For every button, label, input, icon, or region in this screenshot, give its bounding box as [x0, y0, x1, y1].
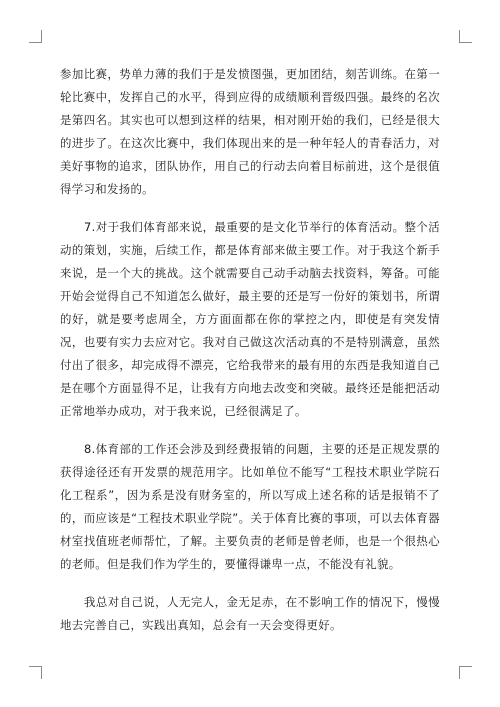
paragraph-competition: 参加比赛，势单力薄的我们于是发愤图强，更加团结，刻苦训练。在第一轮比赛中，发挥自己的水平，得到应得的成绩顺利晋级四强。最终的名次是第四名。其实也可以想到这样的结果，相对刚开始的我们，已经是很大的进步了。在这次比赛中，我们体现出来的是一种年轻人的青春活力，对美好事物的追求，团队协作，用自己的行动去向着目标前进，这个是很值得学习和发扬的。 [60, 67, 440, 196]
crop-mark-bottom-right [459, 666, 472, 679]
document-body [60, 63, 440, 637]
crop-mark-bottom-left [29, 666, 42, 679]
crop-mark-top-left [29, 30, 42, 43]
paragraph-conclusion: 我总对自己说，人无完人，金无足赤，在不影响工作的情况下，慢慢地去完善自己，实践出真知，总会有一天会变得更好。 [60, 595, 440, 632]
crop-mark-top-right [459, 30, 472, 43]
paragraph-item-8: 8.体育部的工作还会涉及到经费报销的问题，主要的还是正规发票的获得途径还有开发票的规范用字。比如单位不能写“工程技术职业学院石化工程系”，因为系是没有财务室的，所以写成上述名称的话是报销不了的，而应该是“工程技术职业学院”。关于体育比赛的事项，可以去体育器材室找值班老师帮忙，了解。主要负责的老师是曾老师，也是一个很热心的老师。但是我们作为学生的，要懂得谦卑一点，不能没有礼貌。 [60, 442, 440, 571]
paragraph-item-7: 7.对于我们体育部来说，最重要的是文化节举行的体育活动。整个活动的策划，实施，后续工作，都是体育部来做主要工作。对于我这个新手来说，是一个大的挑战。这个就需要自己动手动脑去找资料，筹备。可能开始会觉得自己不知道怎么做好，最主要的还是写一份好的策划书，所谓的好，就是要考虑周全，方方面面都在你的掌控之内，即使是有突发情况，也要有实力去应对它。我对自己做这次活动真的不是特别满意，虽然付出了很多，却完成得不漂亮，它给我带来的最有用的东西是我知道自己是在哪个方面显得不足，让我有方向地去改变和突破。最终还是能把活动正常地举办成功，对于我来说，已经很满足了。 [60, 220, 440, 418]
